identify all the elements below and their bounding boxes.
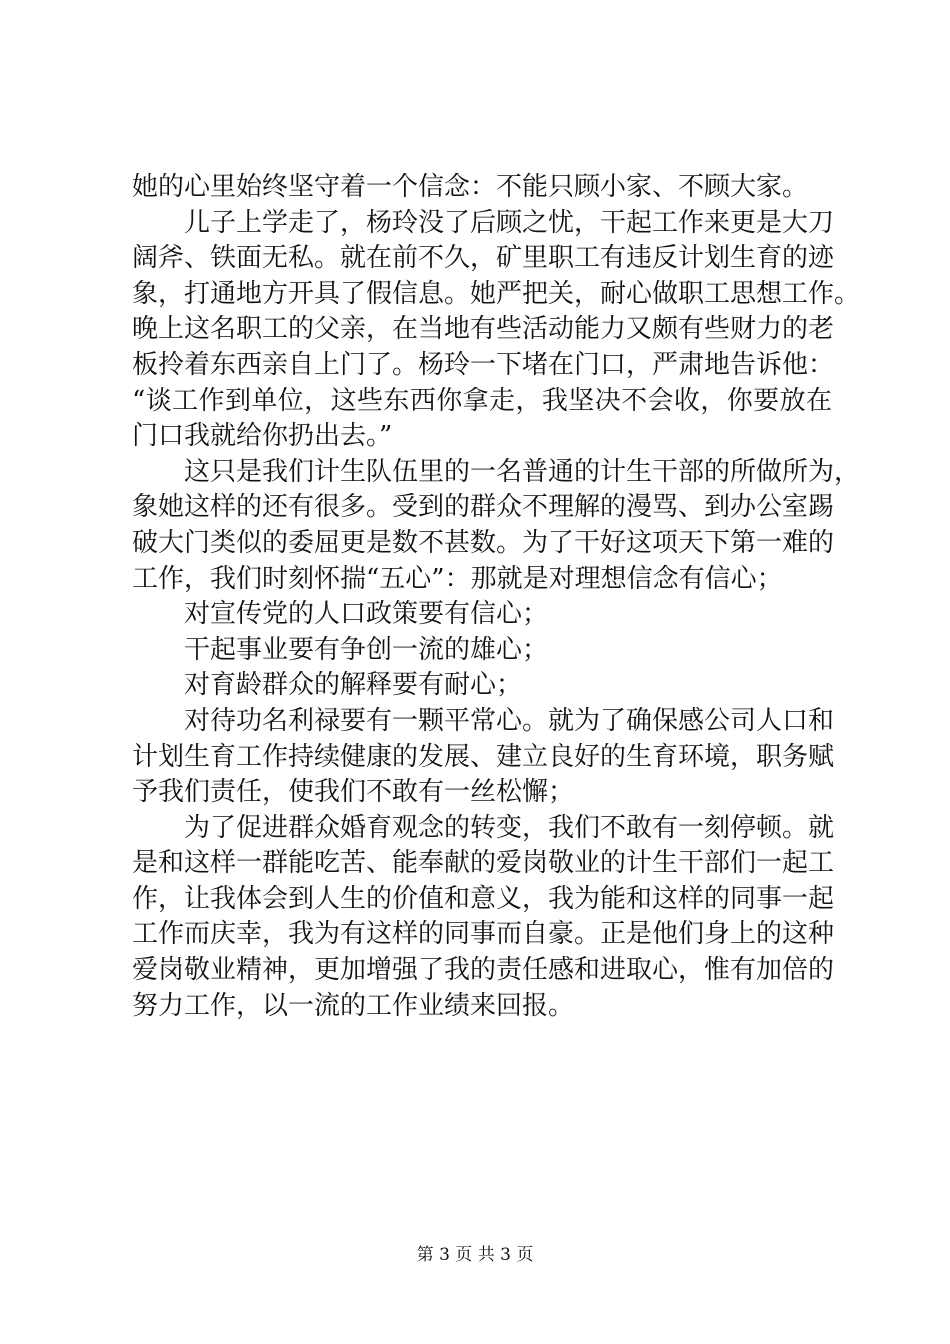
text-line: 她的心里始终坚守着一个信念：不能只顾小家、不顾大家。 [132, 172, 809, 202]
text-line: 计划生育工作持续健康的发展、建立良好的生育环境，职务赋 [132, 741, 835, 772]
paragraph [132, 170, 832, 206]
text-line: 破大门类似的委屈更是数不甚数。为了干好这项天下第一难的 [132, 527, 835, 558]
text-line: 这只是我们计生队伍里的一名普通的计生干部的所做所为， [184, 456, 861, 487]
text-line: 象，打通地方开具了假信息。她严把关，耐心做职工思想工作。 [132, 278, 861, 309]
page-number-footer [0, 1244, 950, 1266]
text-line: 作，让我体会到人生的价值和意义，我为能和这样的同事一起 [132, 883, 835, 914]
document-body [132, 170, 861, 1024]
text-line: 门口我就给你扔出去。” [132, 421, 393, 452]
page-number-label: 第 3 页 共 3 页 [416, 1245, 534, 1265]
paragraph [132, 597, 832, 633]
paragraph [132, 811, 835, 1025]
paragraph [132, 704, 835, 811]
text-line: 对育龄群众的解释要有耐心； [184, 670, 523, 701]
text-line: 对待功名利禄要有一颗平常心。就为了确保感公司人口和 [184, 705, 835, 736]
text-line: 板拎着东西亲自上门了。杨玲一下堵在门口，严肃地告诉他： [132, 349, 835, 380]
text-line: 晚上这名职工的父亲，在当地有些活动能力又颇有些财力的老 [132, 314, 835, 345]
text-line: 工作，我们时刻怀揣“五心”：那就是对理想信念有信心； [132, 563, 783, 594]
text-line: 儿子上学走了，杨玲没了后顾之忧，干起工作来更是大刀 [184, 207, 835, 238]
text-line: 工作而庆幸，我为有这样的同事而自豪。正是他们身上的这种 [132, 919, 835, 950]
text-line: 努力工作，以一流的工作业绩来回报。 [132, 990, 575, 1021]
text-line: 为了促进群众婚育观念的转变，我们不敢有一刻停顿。就 [184, 812, 835, 843]
paragraph [132, 455, 861, 597]
text-line: “谈工作到单位，这些东西你拿走，我坚决不会收，你要放在 [132, 385, 832, 416]
text-line: 阔斧、铁面无私。就在前不久，矿里职工有违反计划生育的迹 [132, 243, 835, 274]
text-line: 干起事业要有争创一流的雄心； [184, 634, 549, 665]
text-line: 象她这样的还有很多。受到的群众不理解的漫骂、到办公室踢 [132, 492, 835, 523]
paragraph [132, 633, 832, 669]
paragraph [132, 206, 861, 455]
text-line: 爱岗敬业精神，更加增强了我的责任感和进取心，惟有加倍的 [132, 955, 835, 986]
text-line: 是和这样一群能吃苦、能奉献的爱岗敬业的计生干部们一起工 [132, 848, 835, 879]
paragraph [132, 668, 832, 704]
text-line: 予我们责任，使我们不敢有一丝松懈； [132, 777, 575, 808]
text-line: 对宣传党的人口政策要有信心； [184, 599, 549, 630]
